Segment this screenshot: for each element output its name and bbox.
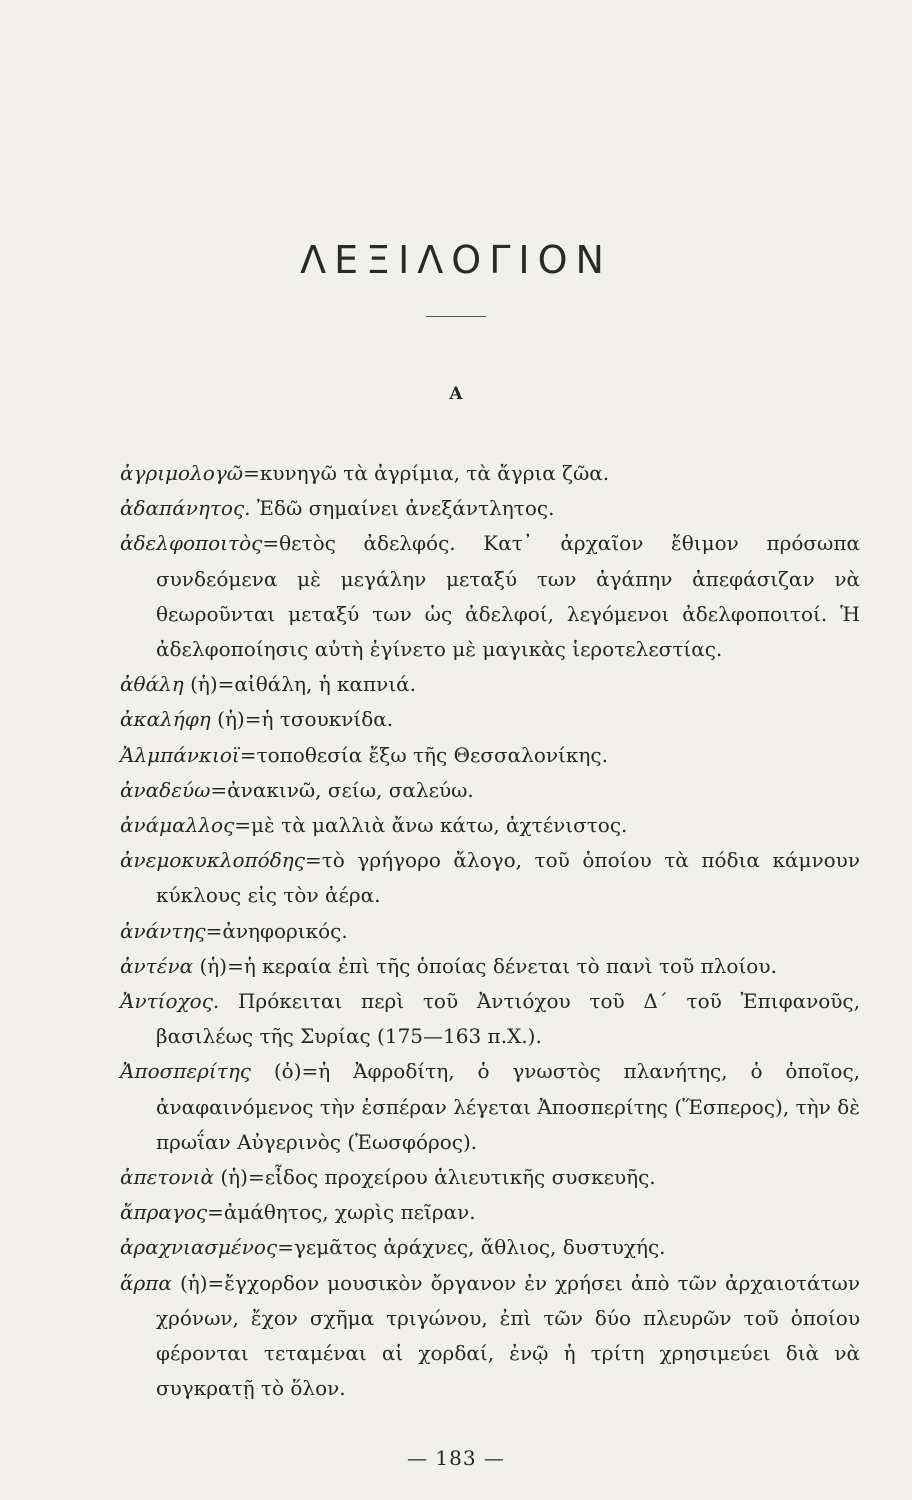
entry-headword: ἀραχνιασμένος xyxy=(120,1235,278,1260)
glossary-entry xyxy=(120,1230,860,1265)
entry-definition: =γεμᾶτος ἀράχνες, ἄθλιος, δυστυχής. xyxy=(277,1235,666,1260)
entry-definition: (ἡ)=εἶδος προχείρου ἁλιευτικῆς συσκευῆς. xyxy=(214,1165,656,1190)
entry-definition: =μὲ τὰ μαλλιὰ ἄνω κάτω, ἀχτένιστος. xyxy=(234,813,628,838)
entry-definition: =ἀνακινῶ, σείω, σαλεύω. xyxy=(210,777,474,802)
glossary-entry xyxy=(120,491,860,526)
entry-definition: Ἐδῶ σημαίνει ἀνεξάντλητος. xyxy=(250,496,555,521)
entry-definition: =ἀνηφορικός. xyxy=(205,918,348,943)
page-title: ΛΕΞΙΛΟΓΙΟΝ xyxy=(300,238,612,282)
entry-headword: ἀγριμολογῶ xyxy=(120,461,244,485)
entry-headword: ἀπετονιὰ xyxy=(120,1165,214,1190)
entry-definition: (ἡ)=ἡ τσουκνίδα. xyxy=(210,707,394,732)
entry-headword: ἀνάμαλλος xyxy=(120,813,235,838)
entry-headword: Ἀντίοχος. xyxy=(120,989,220,1014)
entry-headword: Ἀλμπάνκιοϊ xyxy=(120,742,240,767)
glossary-entry xyxy=(120,1054,860,1160)
entry-headword: ἅρπα xyxy=(120,1270,172,1295)
entry-headword: ἀκαλήφη xyxy=(120,707,211,732)
glossary-entry xyxy=(120,702,860,737)
entry-definition: (ἡ)=ἔγχορδον μουσικὸν ὄργανον ἐν χρήσει ἀπὸ τῶν ἀρχαιοτάτων χρόνων, ἔχον σχῆμα τριγώνου, ἐπὶ τῶν δύο πλευρῶν τοῦ ὁποίου φέρονται τεταμέναι αἱ χορδαί, ἐνῷ ἡ τρίτη χρησιμεύει διὰ νὰ συγκρατῇ τὸ ὅλον. xyxy=(156,1270,860,1401)
glossary-entry xyxy=(120,914,860,949)
entry-definition: (ἡ)=αἰθάλη, ἡ καπνιά. xyxy=(183,672,417,697)
entry-definition: =θετὸς ἀδελφός. Κατ᾿ ἀρχαῖον ἔθιμον πρόσωπα συνδεόμενα μὲ μεγάλην μεταξύ των ἀγάπην ἀπεφάσιζαν νὰ θεωροῦνται μεταξύ των ὡς ἀδελφοί, λεγόμενοι ἀδελφοποιτοί. Ἡ ἀδελφοποίησις αὐτὴ ἐγίνετο μὲ μαγικὰς ἱεροτελεστίας. xyxy=(156,531,860,662)
glossary-entry xyxy=(120,949,860,984)
entry-definition: =τὸ γρήγορο ἄλογο, τοῦ ὁποίου τὰ πόδια κάμνουν κύκλους εἰς τὸν ἀέρα. xyxy=(156,848,860,908)
entry-headword: Ἀποσπερίτης xyxy=(120,1059,252,1084)
glossary-entry xyxy=(120,808,860,843)
entry-headword: ἄπραγος xyxy=(120,1200,208,1225)
glossary-entry xyxy=(120,526,860,667)
entry-definition: =τοποθεσία ἔξω τῆς Θεσσαλονίκης. xyxy=(239,742,608,767)
entry-definition: (ὁ)=ἡ Ἀφροδίτη, ὁ γνωστὸς πλανήτης, ὁ ὁποῖος, ἀναφαινόμενος τὴν ἑσπέραν λέγεται Ἀποσπερίτης (Ἕσπερος), τὴν δὲ πρωΐαν Αὐγερινὸς (Ἑωσφόρος). xyxy=(156,1059,860,1154)
entry-headword: ἀδαπάνητος. xyxy=(120,496,251,521)
entry-definition: =ἀμάθητος, χωρὶς πεῖραν. xyxy=(207,1200,476,1225)
glossary-entry xyxy=(120,843,860,913)
entry-headword: ἀντένα xyxy=(120,953,194,978)
entry-headword: ἀνεμοκυκλοπόδης xyxy=(120,848,305,873)
glossary-entry xyxy=(120,773,860,808)
glossary-entry xyxy=(120,1195,860,1230)
entry-definition: =κυνηγῶ τὰ ἀγρίμια, τὰ ἄγρια ζῶα. xyxy=(243,461,610,485)
glossary-entry xyxy=(120,667,860,702)
entry-headword: ἀνάντης xyxy=(120,918,206,943)
entry-definition: (ἡ)=ἡ κεραία ἐπὶ τῆς ὁποίας δένεται τὸ πανὶ τοῦ πλοίου. xyxy=(193,953,777,978)
page-number: — 183 — xyxy=(407,1446,505,1470)
glossary-entry xyxy=(120,456,860,491)
title-divider xyxy=(426,316,486,317)
entry-headword: ἀθάλη xyxy=(120,672,184,697)
entry-headword: ἀναδεύω xyxy=(120,777,211,802)
entry-definition: Πρόκειται περὶ τοῦ Ἀντιόχου τοῦ Δ΄ τοῦ Ἐπιφανοῦς, βασιλέως τῆς Συρίας (175—163 π.Χ.). xyxy=(156,989,860,1049)
entry-headword: ἀδελφοποιτὸς xyxy=(120,531,263,556)
glossary-entry xyxy=(120,1160,860,1195)
glossary-entry xyxy=(120,984,860,1054)
glossary-entry xyxy=(120,1266,860,1407)
glossary-list xyxy=(120,456,860,1406)
section-letter: Α xyxy=(449,384,463,404)
glossary-entry xyxy=(120,738,860,773)
